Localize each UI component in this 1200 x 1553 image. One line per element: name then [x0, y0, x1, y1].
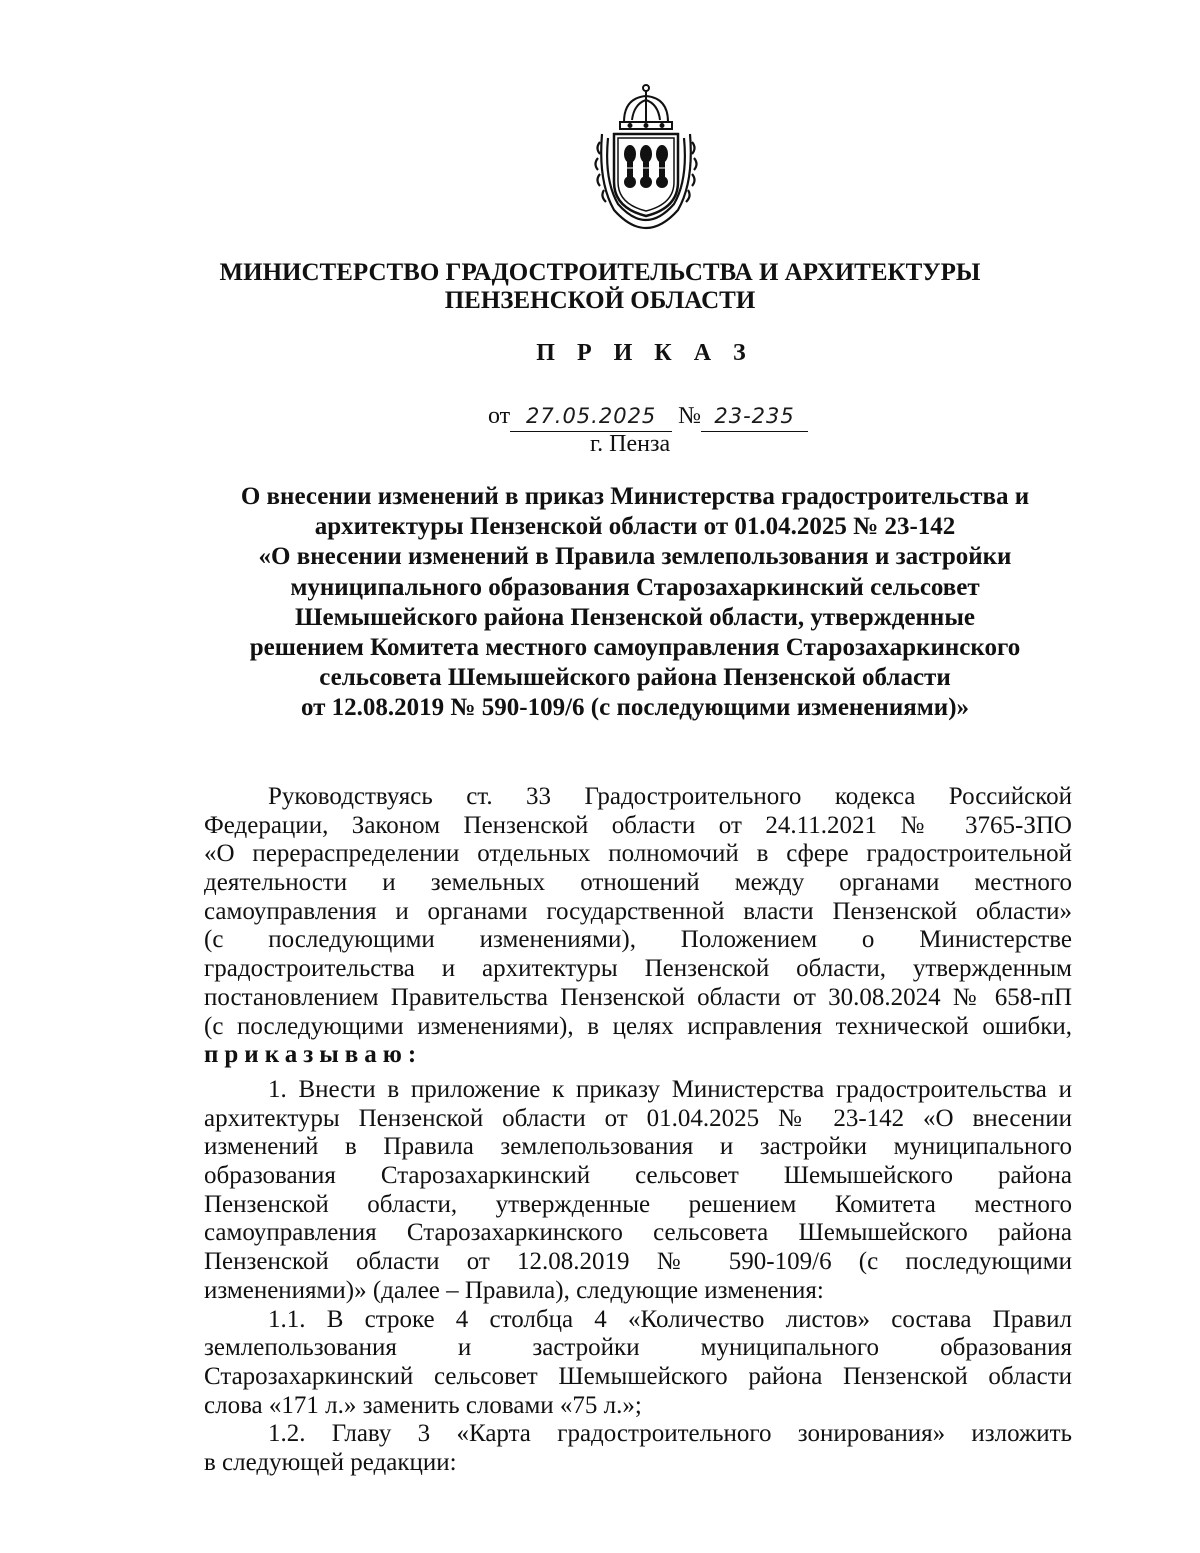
- text-line: «О перераспределении отдельных полномочий в сфере градостроительной: [204, 840, 1072, 868]
- title-line: сельсовета Шемышейского района Пензенской области: [319, 664, 951, 692]
- title-line: «О внесении изменений в Правила землепользования и застройки: [258, 543, 1012, 571]
- crown-icon: [620, 85, 672, 129]
- title-line: Шемышейского района Пензенской области, утвержденные: [295, 603, 975, 631]
- title-line: от 12.08.2019 № 590-109/6 (с последующими изменениями)»: [300, 694, 970, 722]
- order-title: [200, 482, 1070, 724]
- text-line: постановлением Правительства Пензенской области от 30.08.2024 № 658-пП: [204, 983, 1072, 1011]
- text-line: землепользования и застройки муниципального образования: [204, 1334, 1072, 1362]
- coat-of-arms-emblem: [594, 82, 698, 230]
- text-line: 1. Внести в приложение к приказу Министерства градостроительства и: [268, 1076, 1072, 1103]
- document-type-heading: П Р И К А З: [536, 340, 754, 366]
- city-line: г. Пенза: [590, 431, 671, 457]
- preamble-paragraph: [204, 783, 1072, 1070]
- text-line: Пензенской области от 12.08.2019 № 590-109/6 (с последующими: [204, 1248, 1072, 1276]
- decree-word: приказываю:: [204, 1041, 423, 1069]
- order-clauses: [204, 1076, 1072, 1478]
- text-line: Пензенской области, утвержденные решением Комитета местного: [204, 1190, 1072, 1218]
- text-line: (с последующими изменениями), в целях исправления технической ошибки,: [204, 1012, 1072, 1040]
- text-line: слова «171 л.» заменить словами «75 л.»;: [204, 1391, 642, 1419]
- text-line: (с последующими изменениями), Положением о Министерстве: [204, 926, 1072, 954]
- order-date-number-line: [488, 401, 808, 432]
- title-line: решением Комитета местного самоуправления Старозахаркинского: [249, 634, 1021, 662]
- title-line: О внесении изменений в приказ Министерства градостроительства и: [240, 483, 1030, 510]
- number-prefix: №: [678, 403, 702, 429]
- date-prefix: от: [488, 403, 511, 429]
- title-line: муниципального образования Старозахаркинский сельсовет: [290, 573, 980, 601]
- text-line: образования Старозахаркинский сельсовет Шемышейского района: [204, 1162, 1072, 1190]
- clause-1-2-line: 1.2. Главу 3 «Карта градостроительного зонирования» изложить: [268, 1420, 1072, 1448]
- ministry-name-line-2: ПЕНЗЕНСКОЙ ОБЛАСТИ: [444, 287, 756, 314]
- text-line: деятельности и земельных отношений между органами местного: [204, 869, 1072, 897]
- text-line: изменений в Правила землепользования и застройки муниципального: [204, 1133, 1072, 1161]
- clause-1-1-line: 1.1. В строке 4 столбца 4 «Количество листов» состава Правил: [268, 1305, 1072, 1333]
- text-line: Руководствуясь ст. 33 Градостроительного кодекса Российской: [268, 783, 1072, 810]
- title-line: архитектуры Пензенской области от 01.04.2025 № 23-142: [314, 513, 956, 541]
- text-line: в следующей редакции:: [204, 1448, 457, 1476]
- text-line: изменениями)» (далее – Правила), следующие изменения:: [204, 1276, 824, 1304]
- ministry-name-line-1: МИНИСТЕРСТВО ГРАДОСТРОИТЕЛЬСТВА И АРХИТЕКТУРЫ: [219, 259, 981, 286]
- shield-icon: [614, 134, 678, 216]
- text-line: Федерации, Законом Пензенской области от 24.11.2021 № 3765-ЗПО: [204, 811, 1072, 839]
- text-line: Старозахаркинский сельсовет Шемышейского района Пензенской области: [204, 1362, 1072, 1390]
- text-line: архитектуры Пензенской области от 01.04.2025 № 23-142 «О внесении: [204, 1104, 1072, 1132]
- text-line: самоуправления Старозахаркинского сельсовета Шемышейского района: [204, 1219, 1072, 1247]
- handwritten-date: 27.05.2025: [510, 401, 672, 432]
- text-line: самоуправления и органами государственной власти Пензенской области»: [204, 897, 1072, 925]
- text-line: градостроительства и архитектуры Пензенской области, утвержденным: [204, 955, 1072, 983]
- handwritten-number: 23-235: [701, 401, 808, 432]
